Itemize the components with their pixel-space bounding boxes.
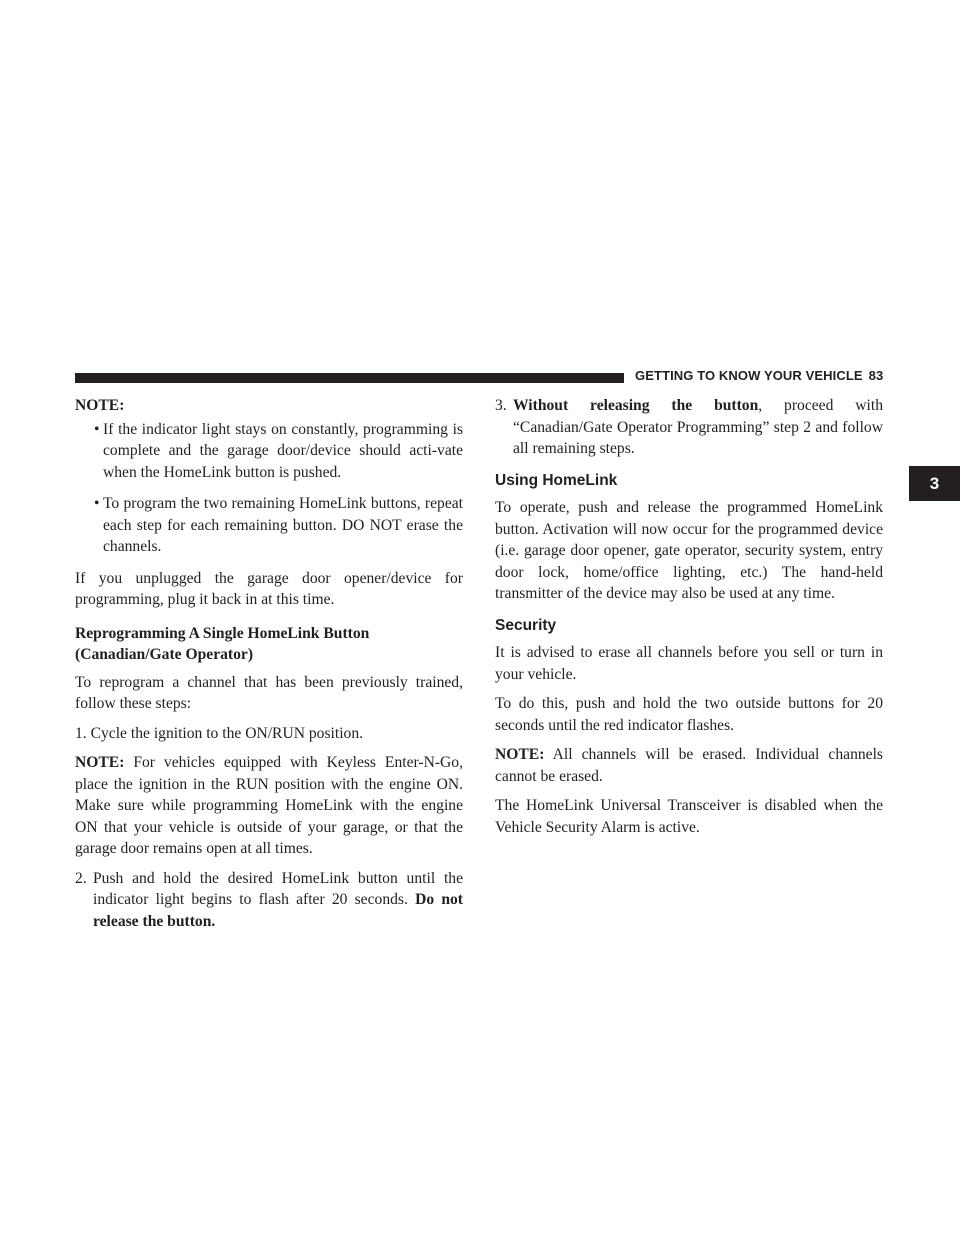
chapter-tab: 3 [909, 466, 960, 501]
bullet-icon: • [94, 495, 100, 512]
header-rule [75, 373, 624, 383]
note-erase [495, 744, 883, 787]
paragraph-security-1: It is advised to erase all channels before you sell or turn in your vehicle. [495, 644, 883, 683]
security-heading: Security [495, 616, 557, 634]
page-number: 83 [868, 368, 884, 383]
paragraph-unplugged: If you unplugged the garage door opener/device for programming, plug it back in at this time. [75, 569, 463, 608]
note-label: NOTE: [75, 754, 125, 771]
right-column [495, 395, 883, 846]
paragraph-security-2: To do this, push and hold the two outside buttons for 20 seconds until the red indicator flashes. [495, 695, 883, 734]
running-header [635, 368, 885, 383]
bullet-icon: • [94, 420, 100, 438]
step-2 [75, 868, 463, 933]
step-3 [495, 395, 883, 460]
using-homelink-heading: Using HomeLink [495, 471, 618, 489]
paragraph-reprogram: To reprogram a channel that has been previously trained, follow these steps: [75, 673, 463, 712]
paragraph-using: To operate, push and release the programmed HomeLink button. Activation will now occur for the programmed device (i.e. garage door opener, gate operator, security system, entry door lock, home/office lighting, etc.) The hand-held transmitter of the device may also be used at any time. [495, 499, 883, 602]
note-keyless [75, 752, 463, 860]
step-emphasis: Do not release the button. [93, 891, 463, 930]
list-item [75, 493, 463, 558]
step-number: 2. [75, 869, 87, 887]
note-label: NOTE: [75, 397, 125, 414]
step-text: Push and hold the desired HomeLink button until the indicator light begins to flash after 20 seconds. [93, 869, 463, 908]
bullet-text: If the indicator light stays on constantly, programming is complete and the garage door/device should acti-vate when the HomeLink button is pushed. [103, 420, 463, 481]
bullet-text: To program the two remaining HomeLink buttons, repeat each step for each remaining button. DO NOT erase the channels. [103, 495, 463, 555]
note-text: All channels will be erased. Individual channels cannot be erased. [495, 746, 883, 785]
left-column [75, 395, 463, 940]
reprogramming-heading [75, 623, 463, 666]
heading-line: (Canadian/Gate Operator) [75, 646, 254, 663]
step-number: 3. [495, 397, 507, 414]
step-1: 1. Cycle the ignition to the ON/RUN position. [75, 724, 364, 742]
paragraph-security-3: The HomeLink Universal Transceiver is disabled when the Vehicle Security Alarm is active. [495, 797, 883, 836]
list-item [75, 419, 463, 484]
step-text: , proceed with “Canadian/Gate Operator Programming” step 2 and follow all remaining steps. [513, 397, 884, 457]
section-title: GETTING TO KNOW YOUR VEHICLE [635, 368, 863, 383]
step-emphasis: Without releasing the button [513, 397, 759, 414]
note-text: For vehicles equipped with Keyless Enter-N-Go, place the ignition in the RUN position with the engine ON. Make sure while programming HomeLink with the engine ON that your vehicle is outside of your garage, or that the garage door remains open at all times. [75, 754, 463, 857]
heading-line: Reprogramming A Single HomeLink Button [75, 624, 370, 642]
note-label: NOTE: [495, 746, 545, 763]
